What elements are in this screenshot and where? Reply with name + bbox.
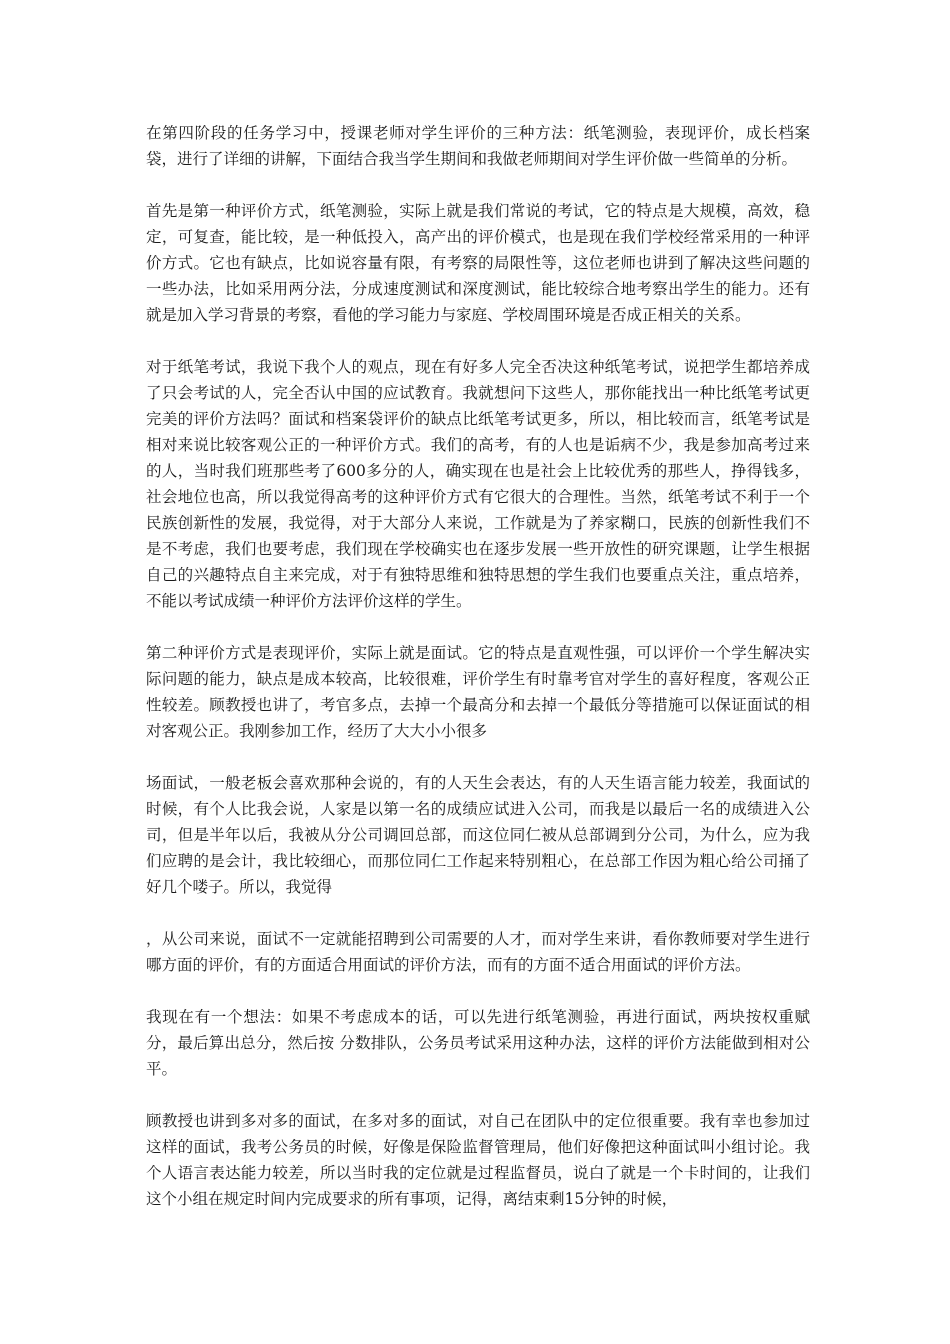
paragraph-8: 顾教授也讲到多对多的面试，在多对多的面试，对自己在团队中的定位很重要。我有幸也参加过这样的面试，我考公务员的时候，好像是保险监督管理局，他们好像把这种面试叫小组讨论。我个人语言表达能力较差，所以当时我的定位就是过程监督员，说白了就是一个卡时间的，让我们这个小组在规定时间内完成要求的所有事项，记得，离结束剩15分钟的时候， — [146, 1112, 810, 1208]
paragraph-2: 首先是第一种评价方式，纸笔测验，实际上就是我们常说的考试，它的特点是大规模，高效，稳定，可复查，能比较，是一种低投入，高产出的评价模式，也是现在我们学校经常采用的一种评价方式。它也有缺点，比如说容量有限，有考察的局限性等，这位老师也讲到了解决这些问题的一些办法，比如采用两分法，分成速度测试和深度测试，能比较综合地考察出学生的能力。还有就是加入学习背景的考察，看他的学习能力与家庭、学校周围环境是否成正相关的关系。 — [146, 202, 810, 324]
paragraph-6: ，从公司来说，面试不一定就能招聘到公司需要的人才，而对学生来讲，看你教师要对学生进行哪方面的评价，有的方面适合用面试的评价方法，而有的方面不适合用面试的评价方法。 — [146, 930, 810, 974]
paragraph-5: 场面试，一般老板会喜欢那种会说的，有的人天生会表达，有的人天生语言能力较差，我面试的时候，有个人比我会说，人家是以第一名的成绩应试进入公司，而我是以最后一名的成绩进入公司，但是半年以后，我被从分公司调回总部，而这位同仁被从总部调到分公司，为什么，应为我们应聘的是会计，我比较细心，而那位同仁工作起来特别粗心，在总部工作因为粗心给公司捅了好几个喽子。所以，我觉得 — [146, 774, 810, 896]
paragraph-4: 第二种评价方式是表现评价，实际上就是面试。它的特点是直观性强，可以评价一个学生解决实际问题的能力，缺点是成本较高，比较很难，评价学生有时靠考官对学生的喜好程度，客观公正性较差。顾教授也讲了，考官多点，去掉一个最高分和去掉一个最低分等措施可以保证面试的相对客观公正。我刚参加工作，经历了大大小小很多 — [146, 644, 810, 740]
paragraph-7: 我现在有一个想法：如果不考虑成本的话，可以先进行纸笔测验，再进行面试，两块按权重赋分，最后算出总分，然后按 分数排队，公务员考试采用这种办法，这样的评价方法能做到相对公平。 — [146, 1008, 810, 1078]
document-body — [146, 120, 810, 1238]
paragraph-1: 在第四阶段的任务学习中，授课老师对学生评价的三种方法：纸笔测验，表现评价，成长档案袋，进行了详细的讲解，下面结合我当学生期间和我做老师期间对学生评价做一些简单的分析。 — [146, 124, 810, 168]
paragraph-3: 对于纸笔考试，我说下我个人的观点，现在有好多人完全否决这种纸笔考试，说把学生都培养成了只会考试的人，完全否认中国的应试教育。我就想问下这些人，那你能找出一种比纸笔考试更完美的评价方法吗？面试和档案袋评价的缺点比纸笔考试更多，所以，相比较而言，纸笔考试是相对来说比较客观公正的一种评价方式。我们的高考，有的人也是诟病不少，我是参加高考过来的人，当时我们班那些考了600多分的人，确实现在也是社会上比较优秀的那些人，挣得钱多，社会地位也高，所以我觉得高考的这种评价方式有它很大的合理性。当然，纸笔考试不利于一个民族创新性的发展，我觉得，对于大部分人来说，工作就是为了养家糊口，民族的创新性我们不是不考虑，我们也要考虑，我们现在学校确实也在逐步发展一些开放性的研究课题，让学生根据自己的兴趣特点自主来完成，对于有独特思维和独特思想的学生我们也要重点关注，重点培养，不能以考试成绩一种评价方法评价这样的学生。 — [146, 358, 810, 610]
